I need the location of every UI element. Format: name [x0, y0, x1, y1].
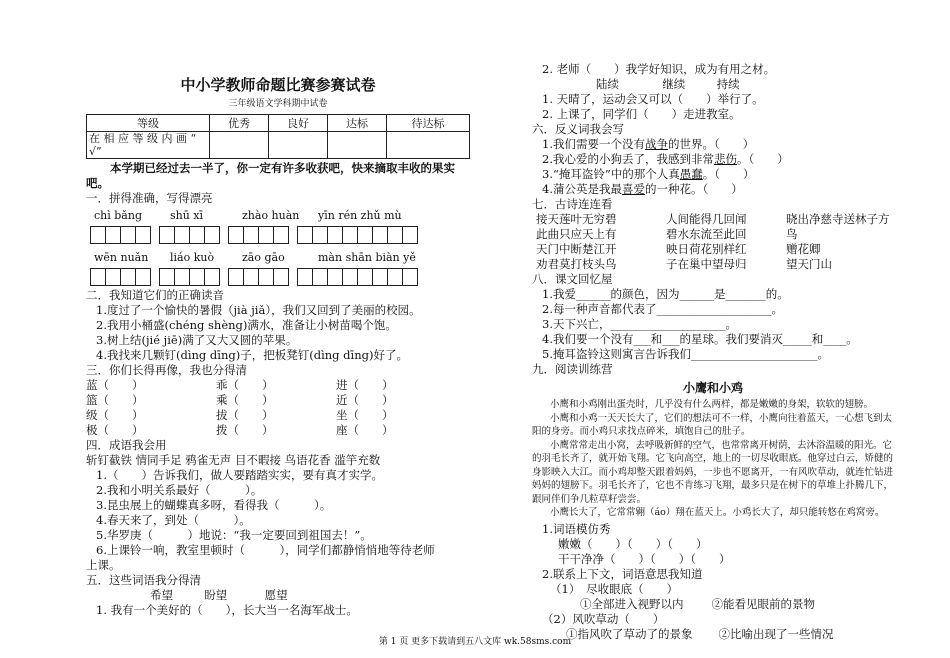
q6-item: 1.我们需要一个没有战争的世界。（ ） — [542, 137, 755, 151]
q9-sub-line: （1） 尽收眼底（ ） — [550, 581, 679, 596]
q3-char: 级（ ） — [86, 408, 144, 422]
q5-item: 2. 上课了，同学们（ ）走进教室。 — [542, 107, 741, 121]
q4-item: 1.（ ）告诉我们，做人要踏踏实实，要有真才实学。 — [96, 468, 383, 482]
writing-box[interactable] — [228, 268, 289, 286]
q4-item: 4.春天来了，到处（ ）。 — [96, 513, 251, 527]
q3-char: 拔（ ） — [216, 408, 274, 422]
passage-paragraph: 小鹰和小鸡一天天长大了，它们的想法可不一样，小鹰向往着蓝天，一心想飞到太阳的身旁。而小鸡只求找点碎米，填饱自己的肚子。 — [532, 412, 893, 437]
q6-item: 2.我心爱的小狗丢了，我感到非常悲伤。（ ） — [542, 152, 789, 166]
pinyin: yīn rén zhǔ mù — [318, 209, 402, 222]
q5-word: 希望 — [150, 588, 173, 602]
grade-table — [86, 114, 470, 159]
grade-header: 良好 — [268, 115, 327, 132]
q4-item: 3.昆虫展上的蝴蝶真多呀，看得我（ ）。 — [96, 498, 332, 512]
q1-heading: 一．拼得准确，写得漂亮 — [86, 191, 213, 205]
q3-char: 乖（ ） — [216, 378, 274, 392]
grade-cell[interactable] — [268, 132, 327, 159]
q9-options: ①指风吹了草动了的景象 ②比喻出现了一些情况 — [566, 626, 834, 641]
left-column — [86, 62, 470, 618]
q7-row: 天门中断楚江开 映日荷花别样红 赠花卿 — [536, 242, 821, 256]
page-footer: 第 1 页 更多下载请到五八文库 wk.58sms.com — [378, 637, 572, 647]
q2-item: 1.度过了一个愉快的暑假（jià jiǎ），我们又回到了美丽的校园。 — [96, 303, 421, 317]
q3-row — [86, 408, 470, 423]
writing-box[interactable] — [159, 226, 220, 244]
q6-item: 4.蒲公英是我最喜爱的一种花。（ ） — [542, 182, 743, 196]
q2-item: 3.树上结(jié jiē)满了又大又圆的苹果。 — [96, 333, 298, 347]
q3-char: 近（ ） — [336, 393, 394, 407]
pinyin: wēn nuǎn — [94, 251, 149, 264]
q8-item: 4.我们要一个没有___和___的星球。我们要消灭_____和____。 — [542, 332, 858, 346]
q5-word-bank — [86, 588, 470, 603]
q5-heading: 五．这些词语我分得清 — [86, 573, 201, 587]
q7-heading: 七．古诗连连看 — [532, 197, 613, 211]
q5-word-bank — [532, 77, 894, 92]
pinyin: zāo gāo — [242, 251, 285, 264]
q2-item: 4.我找来几颗钉(dìng dīng)子，把板凳钉(dìng dīng)好了。 — [96, 348, 408, 362]
grade-row-label: 在 相 应 等 级 内 画 “ √” — [87, 132, 210, 159]
q8-heading: 八．课文回忆屋 — [532, 272, 613, 286]
q7-row: 此曲只应天上有 碧水东流至此回 鸟 — [536, 227, 798, 241]
q8-item: 2.每一种声音都代表了____________________。 — [542, 302, 783, 316]
intro-text: 本学期已经过去一半了，你一定有许多收获吧，快来摘取丰收的果实吧。 — [86, 161, 455, 190]
q5-word: 持续 — [716, 77, 740, 91]
q6-heading: 六．反义词我会写 — [532, 122, 624, 136]
grade-header: 待达标 — [386, 115, 469, 132]
q8-item: 3.天下兴亡，____________________。 — [542, 317, 737, 331]
q8-item: 5.掩耳盗铃这则寓言告诉我们______________________。 — [542, 347, 829, 361]
writing-grid-row — [86, 226, 470, 244]
q5-item: 2. 老师（ ）我学好知识，成为有用之材。 — [542, 62, 776, 76]
q4-heading: 四．成语我会用 — [86, 438, 167, 452]
q3-char: 蓝（ ） — [86, 378, 144, 392]
pinyin-row — [86, 250, 470, 265]
q5-item: 1. 我有一个美好的（ ），长大当一名海军战士。 — [96, 603, 358, 617]
grade-header: 等级 — [87, 115, 210, 132]
q9-heading: 九．阅读训练营 — [532, 362, 613, 376]
q3-char: 拨（ ） — [216, 423, 274, 437]
q9-sub-heading: 1.词语模仿秀 — [542, 521, 611, 536]
q7-row: 劝君莫打枝头鸟 子在巢中望母归 望天门山 — [536, 257, 832, 271]
q9-sub-line: 嫩嫩（ ）（ ）（ ） — [558, 536, 708, 551]
writing-box[interactable] — [228, 226, 289, 244]
q3-char: 极（ ） — [86, 423, 144, 437]
q6-item: 3.“掩耳盗铃”中的那个人真愚蠢。（ ） — [542, 167, 755, 181]
passage-paragraph: 小鹰常常走出小窝，去呼吸新鲜的空气，也常常离开树荫，去沐浴温暖的阳光。它的羽毛长齐了，就开始飞翔。它飞向高空，地上的一切尽收眼底。他穿过白云，矫健的身影映入大江。而小鸡却整天跟着妈妈，一步也不愿离开，一有风吹草动，就连忙钻进妈妈的翅膀下。羽毛长齐了，它也不肯练习飞翔，最多只是在树下的草堆上扑腾几下，跟同伴们争几粒草籽尝尝。 — [532, 439, 894, 505]
page-subtitle: 三年级语文学科期中试卷 — [228, 99, 328, 109]
writing-box[interactable] — [90, 268, 151, 286]
q9-options: ①全部进入视野以内 ②能看见眼前的景物 — [580, 596, 815, 611]
writing-box[interactable] — [297, 268, 418, 286]
grade-cell[interactable] — [386, 132, 469, 159]
q4-item-cont: 上课。 — [86, 558, 121, 572]
page-title: 中小学教师命题比赛参赛试卷 — [180, 76, 376, 94]
q5-word: 陆续 — [596, 77, 619, 91]
q3-heading: 三．你们长得再像，我也分得清 — [86, 363, 247, 377]
q8-item: 1.我爱______的颜色，因为______是_______的。 — [542, 287, 789, 301]
grade-header: 达标 — [327, 115, 386, 132]
q4-item: 6.上课铃一响，教室里顿时（ ），同学们都静悄悄地等待老师 — [96, 543, 435, 557]
q7-row: 接天莲叶无穷碧 人间能得几回闻 晓出净慈寺送林子方 — [536, 212, 890, 226]
q9-sub-line: （2）风吹草动（ ） — [542, 611, 665, 626]
q4-item: 2.我和小明关系最好（ ）。 — [96, 483, 263, 497]
q3-row — [86, 378, 470, 393]
q4-item: 5.华罗庚（ ）地说：“我一定要回到祖国去！”。 — [96, 528, 372, 542]
q3-char: 坐（ ） — [336, 408, 394, 422]
pinyin: zhào huàn — [242, 209, 300, 222]
q5-item: 1. 天晴了，运动会又可以（ ）举行了。 — [542, 92, 764, 106]
writing-box[interactable] — [159, 268, 220, 286]
grade-cell[interactable] — [210, 132, 269, 159]
q3-char: 座（ ） — [336, 423, 394, 437]
pinyin: shū xī — [170, 209, 204, 222]
pinyin: chì bǎng — [94, 209, 142, 222]
q5-word: 愿望 — [264, 588, 288, 602]
pinyin: màn shān biàn yě — [318, 251, 416, 264]
pinyin-row — [86, 208, 470, 223]
q9-sub-line: 干干净净（ ）（ ）（ ） — [558, 551, 731, 566]
right-column — [532, 62, 894, 642]
writing-box[interactable] — [90, 226, 151, 244]
grade-cell[interactable] — [327, 132, 386, 159]
writing-grid-row — [86, 268, 470, 286]
q5-word: 继续 — [662, 77, 686, 91]
pinyin: liáo kuò — [170, 251, 215, 264]
q2-item: 2.我用小桶盛(chéng shèng)满水，准备让小树苗喝个饱。 — [96, 318, 397, 332]
q3-char: 进（ ） — [336, 378, 394, 392]
writing-box[interactable] — [297, 226, 418, 244]
passage-paragraph: 小鹰和小鸡刚出蛋壳时，几乎没有什么两样，都是嫩嫩的身架，软软的翅膀。 — [550, 399, 874, 410]
q4-word-bank: 斩钉截铁 情同手足 鸦雀无声 目不暇接 鸟语花香 滥竽充数 — [86, 453, 381, 467]
q3-row — [86, 423, 470, 438]
q3-row — [86, 393, 470, 408]
q5-word: 盼望 — [204, 588, 228, 602]
grade-header: 优秀 — [210, 115, 269, 132]
q2-heading: 二．我知道它们的正确读音 — [86, 288, 224, 302]
passage-paragraph: 小鹰长大了，它常常翱（áo）翔在蓝天上。小鸡长大了，却只能转悠在鸡窝旁。 — [550, 507, 885, 518]
passage-title: 小鹰和小鸡 — [682, 381, 743, 395]
q9-sub-heading: 2.联系上下文，词语意思我知道 — [542, 566, 703, 581]
q3-char: 篮（ ） — [86, 393, 144, 407]
q3-char: 乘（ ） — [216, 393, 274, 407]
